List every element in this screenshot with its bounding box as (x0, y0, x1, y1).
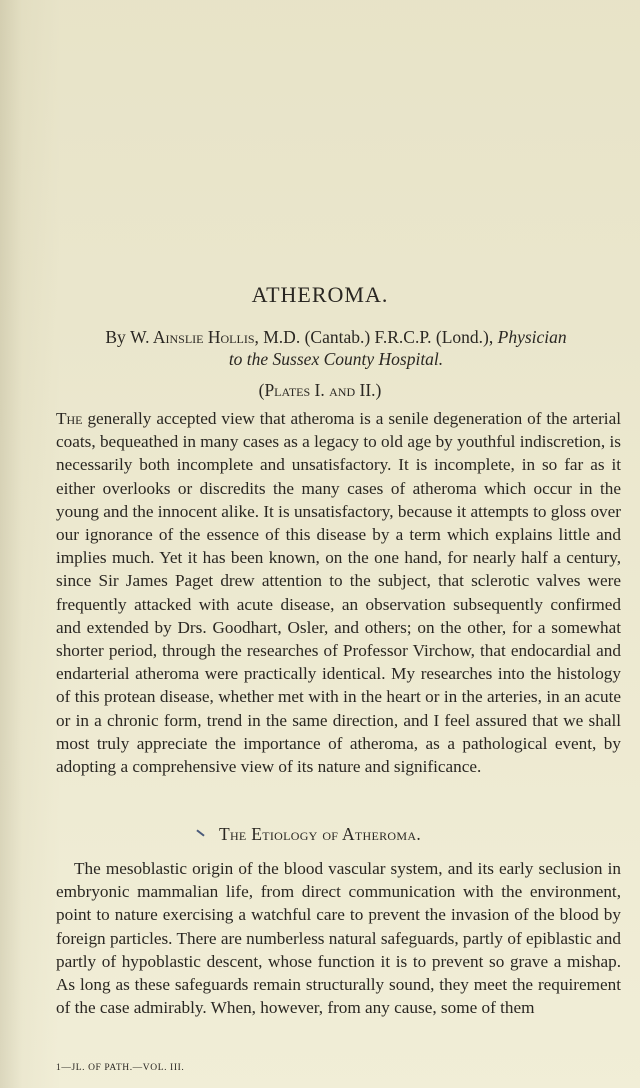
author-byline (56, 326, 616, 370)
section-heading: The Etiology of Atheroma. (218, 824, 422, 844)
paragraph-lead-word: The (56, 409, 83, 428)
author-credentials: , M.D. (Cantab.) F.R.C.P. (Lond.), (254, 327, 498, 347)
article-title: ATHEROMA. (251, 282, 389, 307)
author-position-1: Physician (497, 327, 567, 347)
body-paragraph-2: The mesoblastic origin of the blood vascular system, and its early seclusion in embryonic mammalian life, from direct communication with the environment, point to nature exercising a watchful care to prevent the invasion of the blood by foreign particles. There are numberless natural safeguards, partly of epiblastic and partly of hypoblastic descent, whose function it is to prevent so grave a mishap. As long as these safeguards remain structurally sound, they meet the requirement of the case admirably. When, however, from any cause, some of them (56, 859, 621, 1018)
body-paragraph-1 (56, 407, 621, 778)
byline-prefix: By (105, 327, 131, 347)
paragraph-1-text: generally accepted view that atheroma is a senile degeneration of the arterial coats, bequeathed in many cases as a legacy to old age by youthful indiscretion, is necessarily both incomplete and unsatisfactory. It is incomplete, in so far as it either overlooks or discredits the many cases of atheroma which occur in the young and the innocent alike. It is unsatisfactory, because it attempts to gloss over our ignorance of the essence of this disease by a term which explains little and implies much. Yet it has been known, on the one hand, for nearly half a century, since Sir James Paget drew attention to the subject, that sclerotic valves were frequently attacked with acute disease, an observation subsequently confirmed and extended by Drs. Goodhart, Osler, and others; on the other, for a somewhat shorter period, through the researches of Professor Virchow, that endocardial and endarterial atheroma were practically identical. My researches into the histology of this protean disease, whether met with in the heart or in the arteries, in an acute or in a chronic form, trend in the same direction, and I feel assured that we shall most truly appreciate the importance of atheroma, as a pathological event, by adopting a comprehensive view of its nature and significance. (56, 409, 621, 777)
author-position-2: to the Sussex County Hospital. (228, 349, 444, 369)
signature-footnote: 1—JL. OF PATH.—VOL. III. (56, 1063, 185, 1073)
author-name: W. Ainslie Hollis (130, 327, 255, 347)
plates-reference: (Plates I. and II.) (258, 380, 382, 400)
